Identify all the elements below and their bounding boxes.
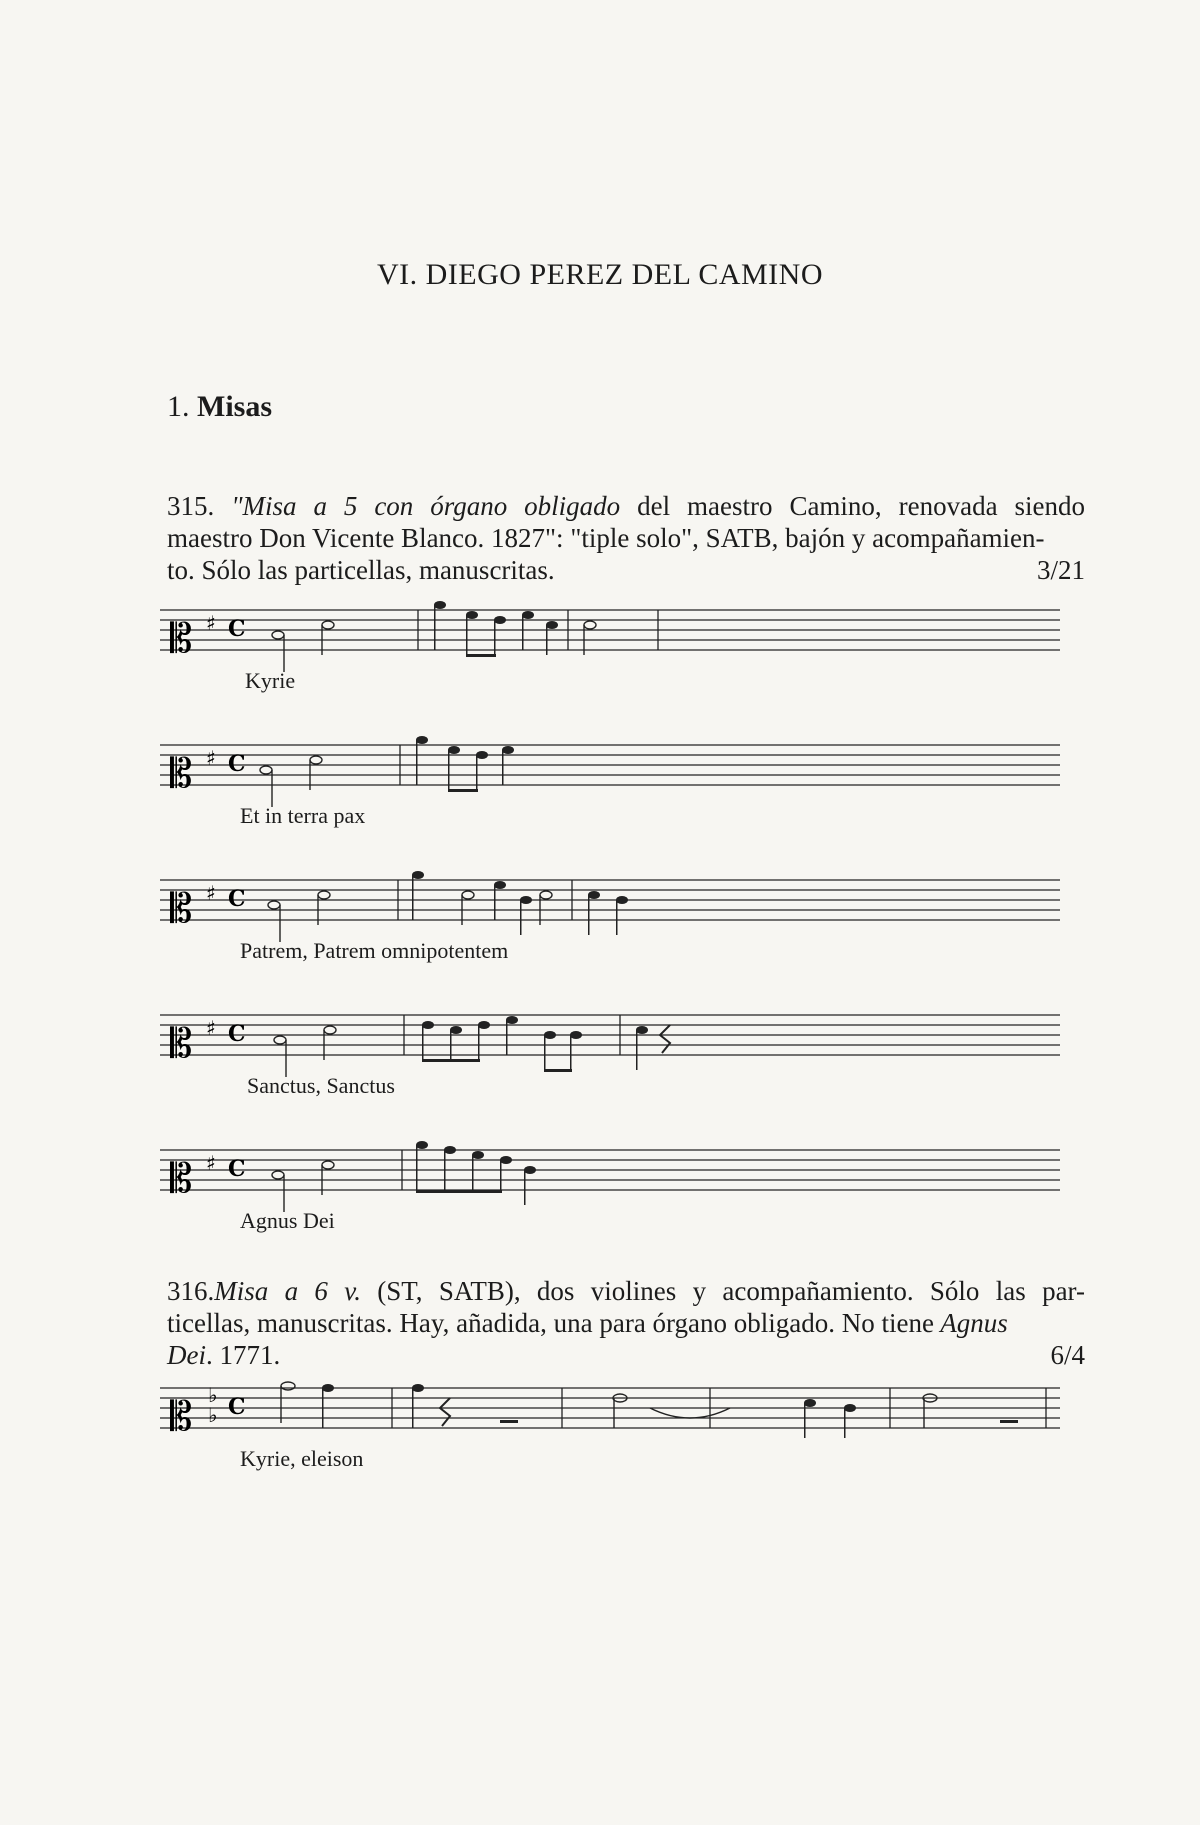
incipit-text: Kyrie, eleison [240,1446,364,1471]
svg-text:♭: ♭ [208,1383,218,1407]
svg-text:♯: ♯ [206,611,216,635]
entry-line-2: maestro Don Vicente Blanco. 1827": "tiple solo", SATB, bajón y acompañamien- [167,523,1045,553]
svg-text:♯: ♯ [206,1151,216,1175]
work-title-part: Agnus [934,1308,1008,1338]
entry-315 [167,490,1085,586]
work-title: "Misa a 5 con órgano obligado [231,491,621,521]
svg-text:𝄡: 𝄡 [170,1021,193,1067]
svg-text:C: C [228,886,246,912]
music-incipit [150,600,1070,710]
svg-text:𝄡: 𝄡 [170,751,193,797]
entry-text: to. Sólo las particellas, manuscritas. [167,555,555,585]
incipit-text: Agnus Dei [240,1208,335,1233]
entry-number: 316. [167,1276,215,1306]
svg-text:𝄡: 𝄡 [170,616,193,662]
incipit-text: Sanctus, Sanctus [247,1073,395,1098]
entry-text: ticellas, manuscritas. Hay, añadida, una para órgano obligado. No tiene [167,1308,934,1338]
entry-text: (ST, SATB), dos violines y acompañamiento. Sólo las par- [360,1276,1085,1306]
music-incipit [150,1378,1070,1488]
section-title: Misas [197,390,272,423]
entry-316 [167,1275,1085,1371]
chapter-title: VI. DIEGO PEREZ DEL CAMINO [376,258,823,291]
entry-line-1 [167,490,1085,522]
incipit-text: Kyrie [245,668,296,693]
incipit-text: Patrem, Patrem omnipotentem [240,938,509,963]
work-title-part: Dei [167,1340,206,1370]
music-incipit [150,735,1070,845]
svg-text:𝄡: 𝄡 [170,1394,193,1440]
section-number: 1. [167,390,190,423]
music-incipit [150,870,1070,980]
svg-text:C: C [228,1394,246,1420]
entry-text: . 1771. [205,1340,281,1370]
svg-text:C: C [228,751,246,777]
catalog-ref: 3/21 [1036,555,1085,585]
music-incipit [150,1005,1070,1115]
entry-line-2 [167,1307,1085,1339]
svg-text:♭: ♭ [208,1403,218,1427]
svg-text:C: C [228,616,246,642]
svg-text:♯: ♯ [206,1016,216,1040]
svg-text:♯: ♯ [206,881,216,905]
svg-text:𝄡: 𝄡 [170,886,193,932]
section-heading [167,390,272,424]
svg-text:C: C [228,1156,246,1182]
work-title: Misa a 6 v. [214,1276,361,1306]
svg-text:♯: ♯ [206,746,216,770]
entry-number: 315. [167,491,215,521]
entry-line-3 [167,1339,1085,1371]
music-incipit [150,1140,1070,1250]
catalog-ref: 6/4 [1050,1340,1085,1370]
entry-line-1 [167,1275,1085,1307]
incipit-text: Et in terra pax [240,803,366,828]
svg-text:𝄡: 𝄡 [170,1156,193,1202]
entry-text: del maestro Camino, renovada siendo [620,491,1085,521]
svg-text:C: C [228,1021,246,1047]
entry-line-3 [167,554,1085,586]
